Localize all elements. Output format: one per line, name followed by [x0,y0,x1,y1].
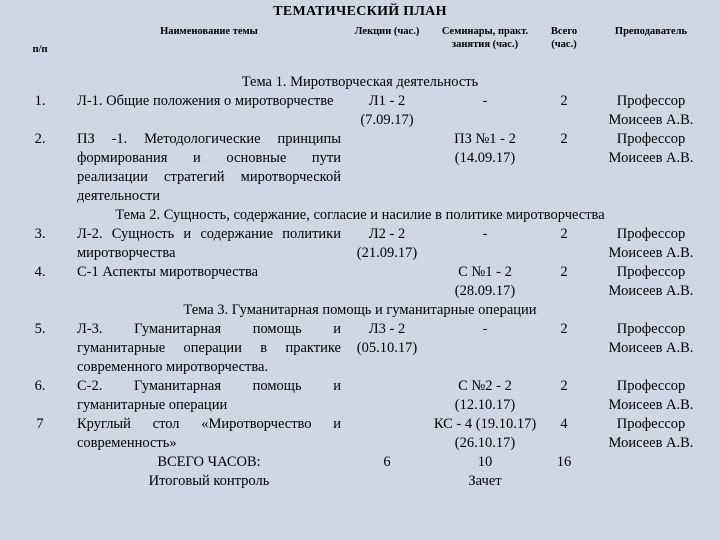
row-total: 2 [560,131,568,147]
table-row [6,92,714,130]
row-lectures: Л3 - 2 (05.10.17) [356,321,418,356]
row-theme: Л-1. Общие положения о миротворчестве [77,93,334,109]
row-seminars: ПЗ №1 - 2 (14.09.17) [454,131,516,166]
row-teacher: Профессор Моисеев А.В. [608,378,694,413]
row-num: 1. [34,93,46,109]
row-num: 2. [34,131,46,147]
header-seminars: Семинары, практ. занятия (час.) [441,26,529,50]
row-lectures [344,377,430,415]
control-label: Итоговый контроль [148,473,270,489]
row-seminars: С №1 - 2 (28.09.17) [454,264,516,299]
section-title-row [6,206,714,225]
row-teacher: Профессор Моисеев А.В. [608,93,694,128]
row-lectures [344,263,430,301]
plan-table [6,20,714,491]
row-total: 2 [560,226,568,242]
row-theme: С-1 Аспекты миротворчества [77,264,259,280]
section-title: Тема 1. Миротворческая деятельность [241,74,479,90]
section-title: Тема 3. Гуманитарная помощь и гуманитарные операции [183,302,537,318]
row-theme: С-2. Гуманитарная помощь и гуманитарные операции [77,378,341,413]
control-row [6,472,714,491]
row-theme: ПЗ -1. Методологические принципы формирования и основные пути реализации стратегий миротворческой деятельности [77,131,341,204]
row-num: 7 [36,416,44,432]
table-row [6,263,714,301]
row-seminars: - [482,93,488,109]
row-seminars: - [482,226,488,242]
total-row [6,453,714,472]
control-value: Зачет [468,473,502,489]
table-row [6,130,714,206]
section-title: Тема 2. Сущность, содержание, согласие и насилие в политике миротворчества [115,207,605,223]
row-lectures [344,130,430,206]
row-num: 4. [34,264,46,280]
table-row [6,320,714,377]
section-title-row [6,73,714,92]
table-row [6,225,714,263]
row-seminars: КС - 4 (19.10.17) (26.10.17) [433,416,537,451]
row-total: 2 [560,93,568,109]
row-num: 3. [34,226,46,242]
row-num: 5. [34,321,46,337]
row-total: 2 [560,378,568,394]
table-row [6,377,714,415]
row-num: 6. [34,378,46,394]
row-total: 2 [560,264,568,280]
header-theme: Наименование темы [160,26,258,37]
total-label: ВСЕГО ЧАСОВ: [157,454,261,470]
row-lectures [344,415,430,453]
header-lectures: Лекции (час.) [354,26,420,37]
table-row [6,415,714,453]
row-teacher: Профессор Моисеев А.В. [608,264,694,299]
section-title-row [6,301,714,320]
row-theme: Л-2. Сущность и содержание политики миротворчества [77,226,341,261]
row-theme: Л-3. Гуманитарная помощь и гуманитарные операции в практике современного миротворчества. [77,321,341,375]
header-teacher: Преподаватель [614,26,688,37]
row-teacher: Профессор Моисеев А.В. [608,321,694,356]
total-hours: 16 [556,454,572,470]
row-seminars: С №2 - 2 (12.10.17) [454,378,516,413]
row-theme: Круглый стол «Миротворчество и современность» [77,416,341,451]
total-lectures: 6 [383,454,391,470]
row-seminars: - [482,321,488,337]
row-lectures: Л1 - 2 (7.09.17) [360,93,414,128]
row-teacher: Профессор Моисеев А.В. [608,226,694,261]
row-lectures: Л2 - 2 (21.09.17) [356,226,418,261]
page-title: ТЕМАТИЧЕСКИЙ ПЛАН [273,4,447,19]
row-teacher: Профессор Моисеев А.В. [608,416,694,451]
header-num: п/п [32,43,48,55]
header-row [6,20,714,73]
row-total: 4 [560,416,568,432]
row-teacher: Профессор Моисеев А.В. [608,131,694,166]
row-total: 2 [560,321,568,337]
header-total: Всего (час.) [550,26,578,50]
total-seminars: 10 [477,454,493,470]
